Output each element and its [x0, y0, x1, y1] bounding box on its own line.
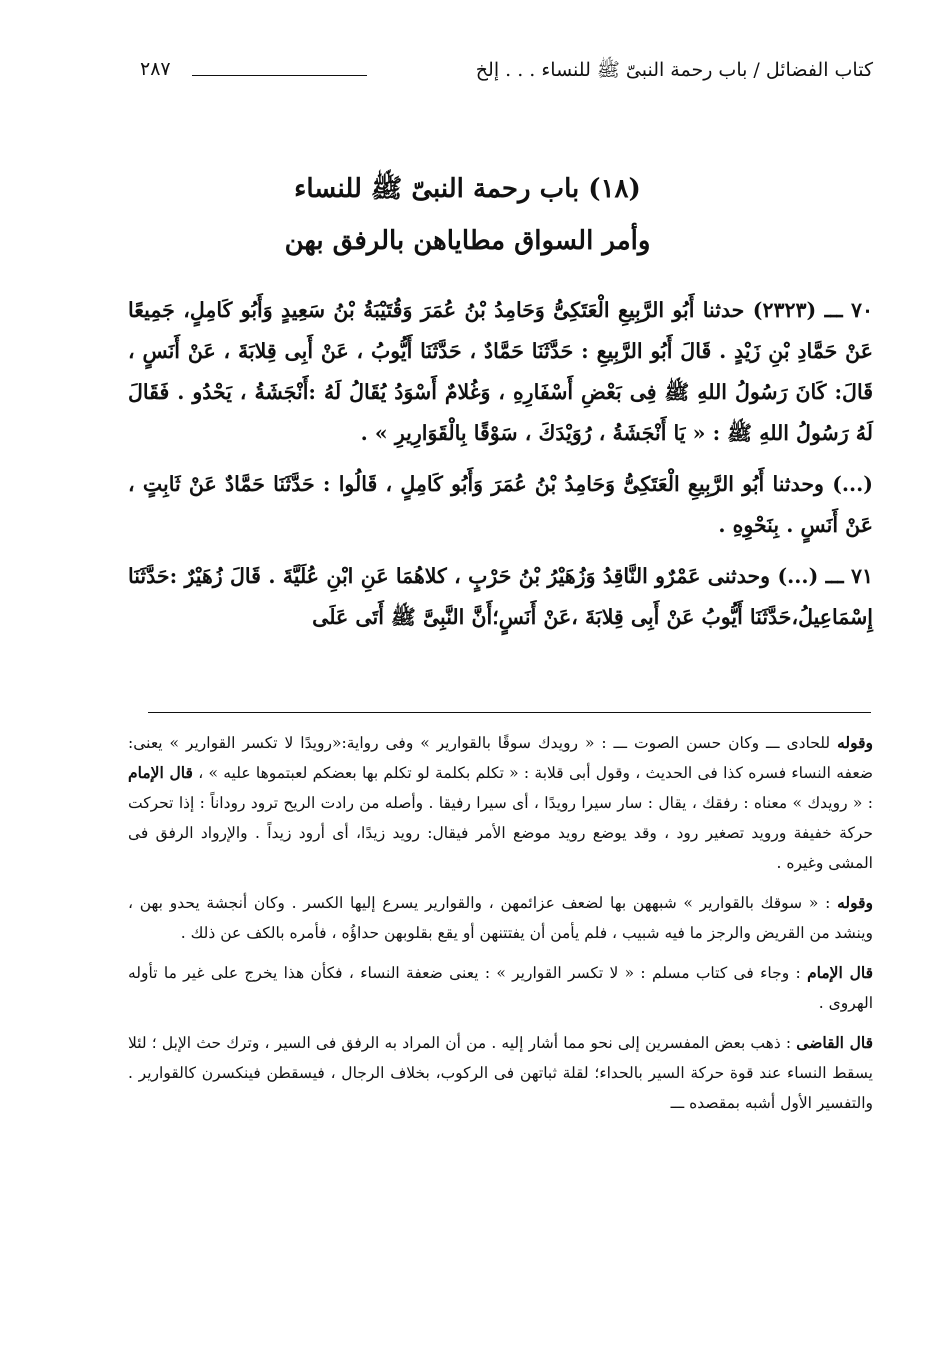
- note-lead: قال القاضى: [796, 1033, 873, 1052]
- page-number: ٢٨٧: [140, 58, 171, 80]
- hadith-number: ٧١ ـــ (...): [777, 564, 874, 588]
- hadith-number: ٧٠ ـــ (٢٣٢٣): [752, 298, 873, 322]
- commentary-paragraph: [128, 728, 873, 878]
- commentary-notes: [128, 728, 873, 1128]
- note-lead: قال الإمام: [807, 963, 873, 982]
- hadith-text: حدثنا أَبُو الرَّبِيعِ الْعَتَكِىُّ وَحَامِدُ بْنُ عُمَرَ وَقُتَيْبَةُ بْنُ سَعِيدٍ وَأَبُو كَامِلٍ، جَمِيعًا عَنْ حَمَّادِ بْنِ زَيْدٍ . قَالَ أَبُو الرَّبِيعِ : حَدَّثَنَا حَمَّادٌ ، حَدَّثَنَا أَيُّوبُ ، عَنْ أَبِى قِلابَةَ ، عَنْ أَنَسٍ ، قَالَ: كَانَ رَسُولُ اللهِ ﷺ فِى بَعْضِ أَسْفَارِهِ ، وَغُلامٌ أَسْوَدُ يُقَالُ لَهُ :أَنْجَشَةُ ، يَحْدُو . فَقَالَ لَهُ رَسُولُ اللهِ ﷺ : « يَا أَنْجَشَةُ ، رُوَيْدَكَ ، سَوْقًا بِالْقَوَارِيرِ » .: [128, 298, 873, 445]
- note-lead: وقوله: [837, 893, 873, 912]
- commentary-paragraph: [128, 1028, 873, 1118]
- hadith-text: وحدثنا أَبُو الرَّبِيعِ الْعَتَكِىُّ وَحَامِدُ بْنُ عُمَرَ وَأَبُو كَامِلٍ ، قَالُوا : حَدَّثَنَا حَمَّادٌ عَنْ ثَابِتٍ ، عَنْ أَنَسٍ . بِنَحْوِهِ .: [128, 472, 873, 537]
- commentary-paragraph: [128, 958, 873, 1018]
- note-text: : « رويدك » معناه : رفقك ، يقال : سار سيرا رويدًا ، أى سيرا رفيقا . وأصله من رادت الريح ترود روداناً : إذا تحركت حركة خفيفة ورويد تصغير رود ، وقد يوضع رويد موضع الأمر فيقال: رويد زيدًا، أى أرود زيداً . والإرواد الرفق فى المشى وغيره .: [128, 794, 873, 872]
- hadith-number: (...): [832, 472, 873, 496]
- chapter-title: (١٨) باب رحمة النبىّ ﷺ للنساء: [294, 174, 641, 204]
- running-header: [140, 58, 873, 98]
- commentary-paragraph: [128, 888, 873, 948]
- hadith-paragraph: [128, 290, 873, 454]
- hadith-paragraph: [128, 556, 873, 638]
- note-text: : ذهب بعض المفسرين إلى نحو مما أشار إليه . من أن المراد به الرفق فى السير ، وترك حث الإبل ؛ لئلا يسقط النساء عند قوة حركة السير بالحداء؛ لقلة ثباتهن فى الركوب، بخلاف الرجال ، فيسقطن فينكسرن كالقوارير . والتفسير الأول أشبه بمقصده ـــ: [128, 1034, 873, 1112]
- note-text: للحادى ـــ وكان حسن الصوت ـــ : « رويدك سوقًا بالقوارير » وفى رواية:«رويدًا لا تكسر القوارير » يعنى: ضعفه النساء فسره كذا فى الحديث ، وقول أبى قلابة : « تكلم بكلمة لو تكلم بها بعضكم لعبتموها عليه » ،: [128, 734, 874, 782]
- note-text: : « سوقك بالقوارير » شبههن بها لضعف عزائمهن ، والقوارير يسرع إليها الكسر . وكان أنجشة يحدو بهن ، وينشد من القريض والرجز ما فيه شبيب ، فلم يأمن أن يفتتنهن أو يقع بقلوبهن حداؤُه ، فأمره بالكف عن ذلك .: [128, 894, 873, 942]
- note-text: : وجاء فى كتاب مسلم : « لا تكسر القوارير » : يعنى ضعفة النساء ، فكأن هذا يخرج على غير ما تأوله الهروى .: [128, 964, 873, 1012]
- hadith-text: وحدثنى عَمْرٌو النَّاقِدُ وَزُهَيْرُ بْنُ حَرْبٍ ، كلاهُمَا عَنِ ابْنِ عُلَيَّةَ . قَالَ زُهَيْرٌ :حَدَّثَنَا إِسْمَاعِيلُ،حَدَّثَنَا أَيُّوبُ عَنْ أَبِى قِلابَةَ ،عَنْ أَنَسٍ؛أَنَّ النَّبِىَّ ﷺ أَتَى عَلَى: [128, 564, 873, 629]
- hadith-paragraph: [128, 464, 873, 546]
- note-lead: قال الإمام: [128, 763, 193, 782]
- header-rule: [192, 75, 367, 76]
- footnote-rule: [148, 712, 871, 713]
- note-lead: وقوله: [837, 733, 873, 752]
- chapter-subtitle: وأمر السواق مطاياهن بالرفق بهن: [284, 226, 651, 256]
- running-title: كتاب الفضائل / باب رحمة النبىّ ﷺ للنساء . . . إلخ: [475, 59, 873, 81]
- hadith-body: [128, 290, 873, 648]
